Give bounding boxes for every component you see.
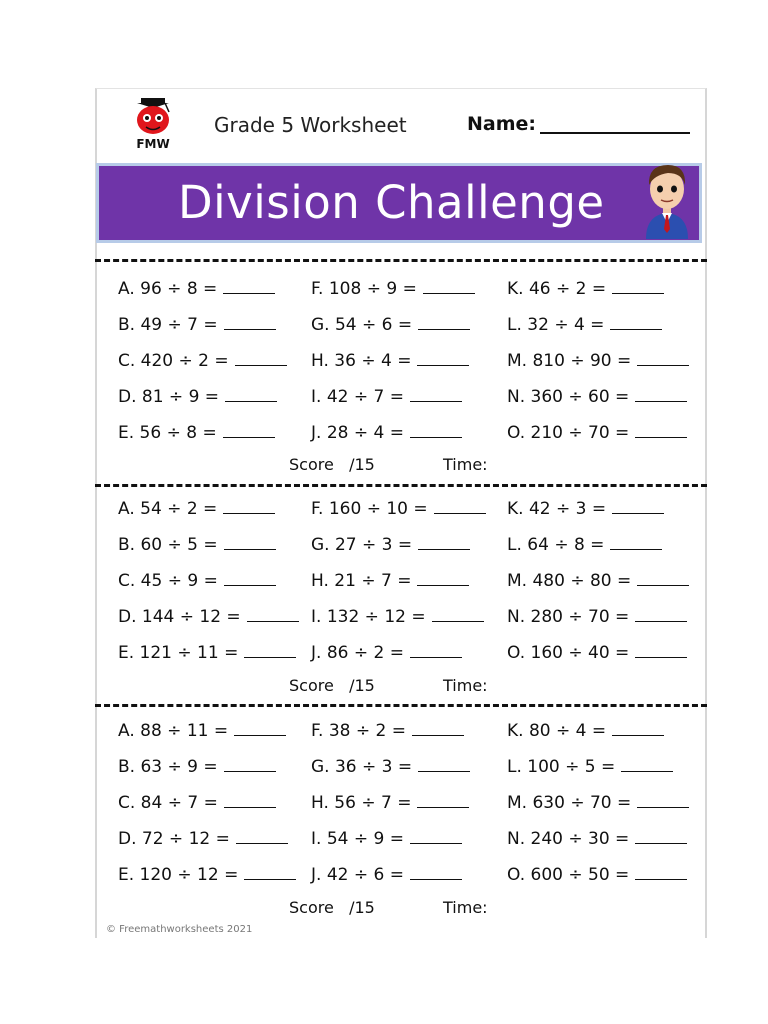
division-problem (311, 721, 464, 741)
problem-text: F. 160 ÷ 10 = (311, 499, 428, 519)
problem-text: D. 144 ÷ 12 = (118, 607, 241, 627)
section-divider (95, 259, 707, 262)
division-problem (118, 757, 276, 777)
division-problem (118, 643, 296, 663)
answer-blank[interactable] (247, 607, 299, 622)
banner-title: Division Challenge (178, 176, 605, 229)
answer-blank[interactable] (432, 607, 484, 622)
problem-text: B. 49 ÷ 7 = (118, 315, 218, 335)
division-problem (311, 865, 462, 885)
answer-blank[interactable] (235, 351, 287, 366)
division-problem (507, 315, 662, 335)
division-problem (118, 315, 276, 335)
answer-blank[interactable] (412, 721, 464, 736)
answer-blank[interactable] (635, 387, 687, 402)
name-field[interactable] (540, 132, 690, 134)
problem-text: F. 108 ÷ 9 = (311, 279, 417, 299)
answer-blank[interactable] (418, 757, 470, 772)
division-problem (118, 387, 277, 407)
division-problem (118, 571, 276, 591)
problem-text: I. 54 ÷ 9 = (311, 829, 404, 849)
division-problem (507, 829, 687, 849)
answer-blank[interactable] (410, 865, 462, 880)
division-problem (507, 535, 662, 555)
problem-text: G. 36 ÷ 3 = (311, 757, 413, 777)
answer-blank[interactable] (223, 499, 275, 514)
problem-text: M. 480 ÷ 80 = (507, 571, 632, 591)
division-problem (118, 351, 287, 371)
division-problem (311, 351, 469, 371)
problem-text: N. 360 ÷ 60 = (507, 387, 630, 407)
division-problem (311, 607, 484, 627)
problem-text: K. 42 ÷ 3 = (507, 499, 607, 519)
division-problem (118, 279, 275, 299)
division-problem (507, 865, 687, 885)
answer-blank[interactable] (234, 721, 286, 736)
answer-blank[interactable] (224, 793, 276, 808)
division-problem (118, 793, 276, 813)
answer-blank[interactable] (410, 829, 462, 844)
answer-blank[interactable] (637, 793, 689, 808)
division-problem (311, 643, 462, 663)
division-problem (311, 757, 470, 777)
answer-blank[interactable] (610, 535, 662, 550)
division-problem (118, 499, 275, 519)
problem-text: G. 54 ÷ 6 = (311, 315, 413, 335)
problem-text: L. 64 ÷ 8 = (507, 535, 605, 555)
answer-blank[interactable] (410, 387, 462, 402)
division-problem (507, 387, 687, 407)
division-problem (311, 571, 469, 591)
answer-blank[interactable] (244, 643, 296, 658)
answer-blank[interactable] (410, 423, 462, 438)
problem-text: E. 121 ÷ 11 = (118, 643, 239, 663)
division-problem (507, 499, 664, 519)
section-divider (95, 484, 707, 487)
division-problem (507, 279, 664, 299)
answer-blank[interactable] (635, 607, 687, 622)
division-problem (118, 535, 276, 555)
problem-text: K. 46 ÷ 2 = (507, 279, 607, 299)
division-problem (311, 315, 470, 335)
problem-text: E. 56 ÷ 8 = (118, 423, 217, 443)
division-problem (311, 387, 462, 407)
score-label: Score /15 (289, 676, 375, 695)
problem-text: A. 54 ÷ 2 = (118, 499, 218, 519)
division-problem (311, 535, 470, 555)
division-problem (507, 793, 689, 813)
answer-blank[interactable] (635, 423, 687, 438)
problem-text: A. 88 ÷ 11 = (118, 721, 229, 741)
answer-blank[interactable] (612, 499, 664, 514)
answer-blank[interactable] (434, 499, 486, 514)
division-problem (118, 865, 296, 885)
division-problem (507, 643, 687, 663)
worksheet-title: Grade 5 Worksheet (214, 113, 407, 137)
time-label: Time: (443, 676, 488, 695)
problem-text: F. 38 ÷ 2 = (311, 721, 407, 741)
answer-blank[interactable] (423, 279, 475, 294)
answer-blank[interactable] (418, 315, 470, 330)
answer-blank[interactable] (621, 757, 673, 772)
problem-text: O. 210 ÷ 70 = (507, 423, 630, 443)
problem-text: I. 42 ÷ 7 = (311, 387, 404, 407)
problem-text: C. 45 ÷ 9 = (118, 571, 218, 591)
problem-text: H. 21 ÷ 7 = (311, 571, 412, 591)
problem-text: K. 80 ÷ 4 = (507, 721, 607, 741)
problem-text: J. 42 ÷ 6 = (311, 865, 404, 885)
division-problem (118, 607, 299, 627)
division-problem (311, 793, 469, 813)
problem-text: N. 280 ÷ 70 = (507, 607, 630, 627)
problem-text: N. 240 ÷ 30 = (507, 829, 630, 849)
answer-blank[interactable] (410, 643, 462, 658)
answer-blank[interactable] (612, 279, 664, 294)
division-problem (507, 721, 664, 741)
answer-blank[interactable] (225, 387, 277, 402)
division-problem (507, 351, 689, 371)
division-problem (118, 721, 286, 741)
problem-text: C. 420 ÷ 2 = (118, 351, 229, 371)
answer-blank[interactable] (637, 351, 689, 366)
problem-text: J. 28 ÷ 4 = (311, 423, 404, 443)
time-label: Time: (443, 455, 488, 474)
problem-text: B. 63 ÷ 9 = (118, 757, 218, 777)
problem-text: C. 84 ÷ 7 = (118, 793, 218, 813)
answer-blank[interactable] (635, 865, 687, 880)
name-label: Name: (467, 113, 537, 135)
answer-blank[interactable] (224, 315, 276, 330)
division-problem (507, 757, 673, 777)
answer-blank[interactable] (417, 351, 469, 366)
answer-blank[interactable] (244, 865, 296, 880)
problem-text: O. 600 ÷ 50 = (507, 865, 630, 885)
answer-blank[interactable] (224, 757, 276, 772)
problem-text: H. 36 ÷ 4 = (311, 351, 412, 371)
score-label: Score /15 (289, 898, 375, 917)
problem-text: D. 81 ÷ 9 = (118, 387, 220, 407)
answer-blank[interactable] (223, 423, 275, 438)
problem-text: M. 810 ÷ 90 = (507, 351, 632, 371)
division-problem (311, 829, 462, 849)
problem-text: D. 72 ÷ 12 = (118, 829, 230, 849)
problem-text: O. 160 ÷ 40 = (507, 643, 630, 663)
answer-blank[interactable] (417, 793, 469, 808)
problem-text: G. 27 ÷ 3 = (311, 535, 413, 555)
time-label: Time: (443, 898, 488, 917)
division-problem (118, 829, 288, 849)
apple-logo-icon (131, 96, 175, 152)
problem-text: E. 120 ÷ 12 = (118, 865, 239, 885)
score-label: Score /15 (289, 455, 375, 474)
student-cartoon-icon (638, 157, 696, 239)
answer-blank[interactable] (612, 721, 664, 736)
answer-blank[interactable] (224, 535, 276, 550)
division-problem (507, 571, 689, 591)
division-problem (311, 423, 462, 443)
problem-text: L. 32 ÷ 4 = (507, 315, 605, 335)
answer-blank[interactable] (418, 535, 470, 550)
problem-text: B. 60 ÷ 5 = (118, 535, 218, 555)
answer-blank[interactable] (635, 829, 687, 844)
answer-blank[interactable] (223, 279, 275, 294)
answer-blank[interactable] (635, 643, 687, 658)
copyright-text: © Freemathworksheets 2021 (106, 924, 253, 935)
answer-blank[interactable] (637, 571, 689, 586)
division-problem (507, 423, 687, 443)
logo-text: FMW (136, 137, 170, 151)
division-problem (311, 499, 486, 519)
problem-text: J. 86 ÷ 2 = (311, 643, 404, 663)
answer-blank[interactable] (224, 571, 276, 586)
division-problem (118, 423, 275, 443)
problem-text: A. 96 ÷ 8 = (118, 279, 218, 299)
answer-blank[interactable] (236, 829, 288, 844)
answer-blank[interactable] (610, 315, 662, 330)
problem-text: M. 630 ÷ 70 = (507, 793, 632, 813)
problem-text: H. 56 ÷ 7 = (311, 793, 412, 813)
problem-text: L. 100 ÷ 5 = (507, 757, 616, 777)
section-divider (95, 704, 707, 707)
division-problem (507, 607, 687, 627)
problem-text: I. 132 ÷ 12 = (311, 607, 426, 627)
division-problem (311, 279, 475, 299)
answer-blank[interactable] (417, 571, 469, 586)
